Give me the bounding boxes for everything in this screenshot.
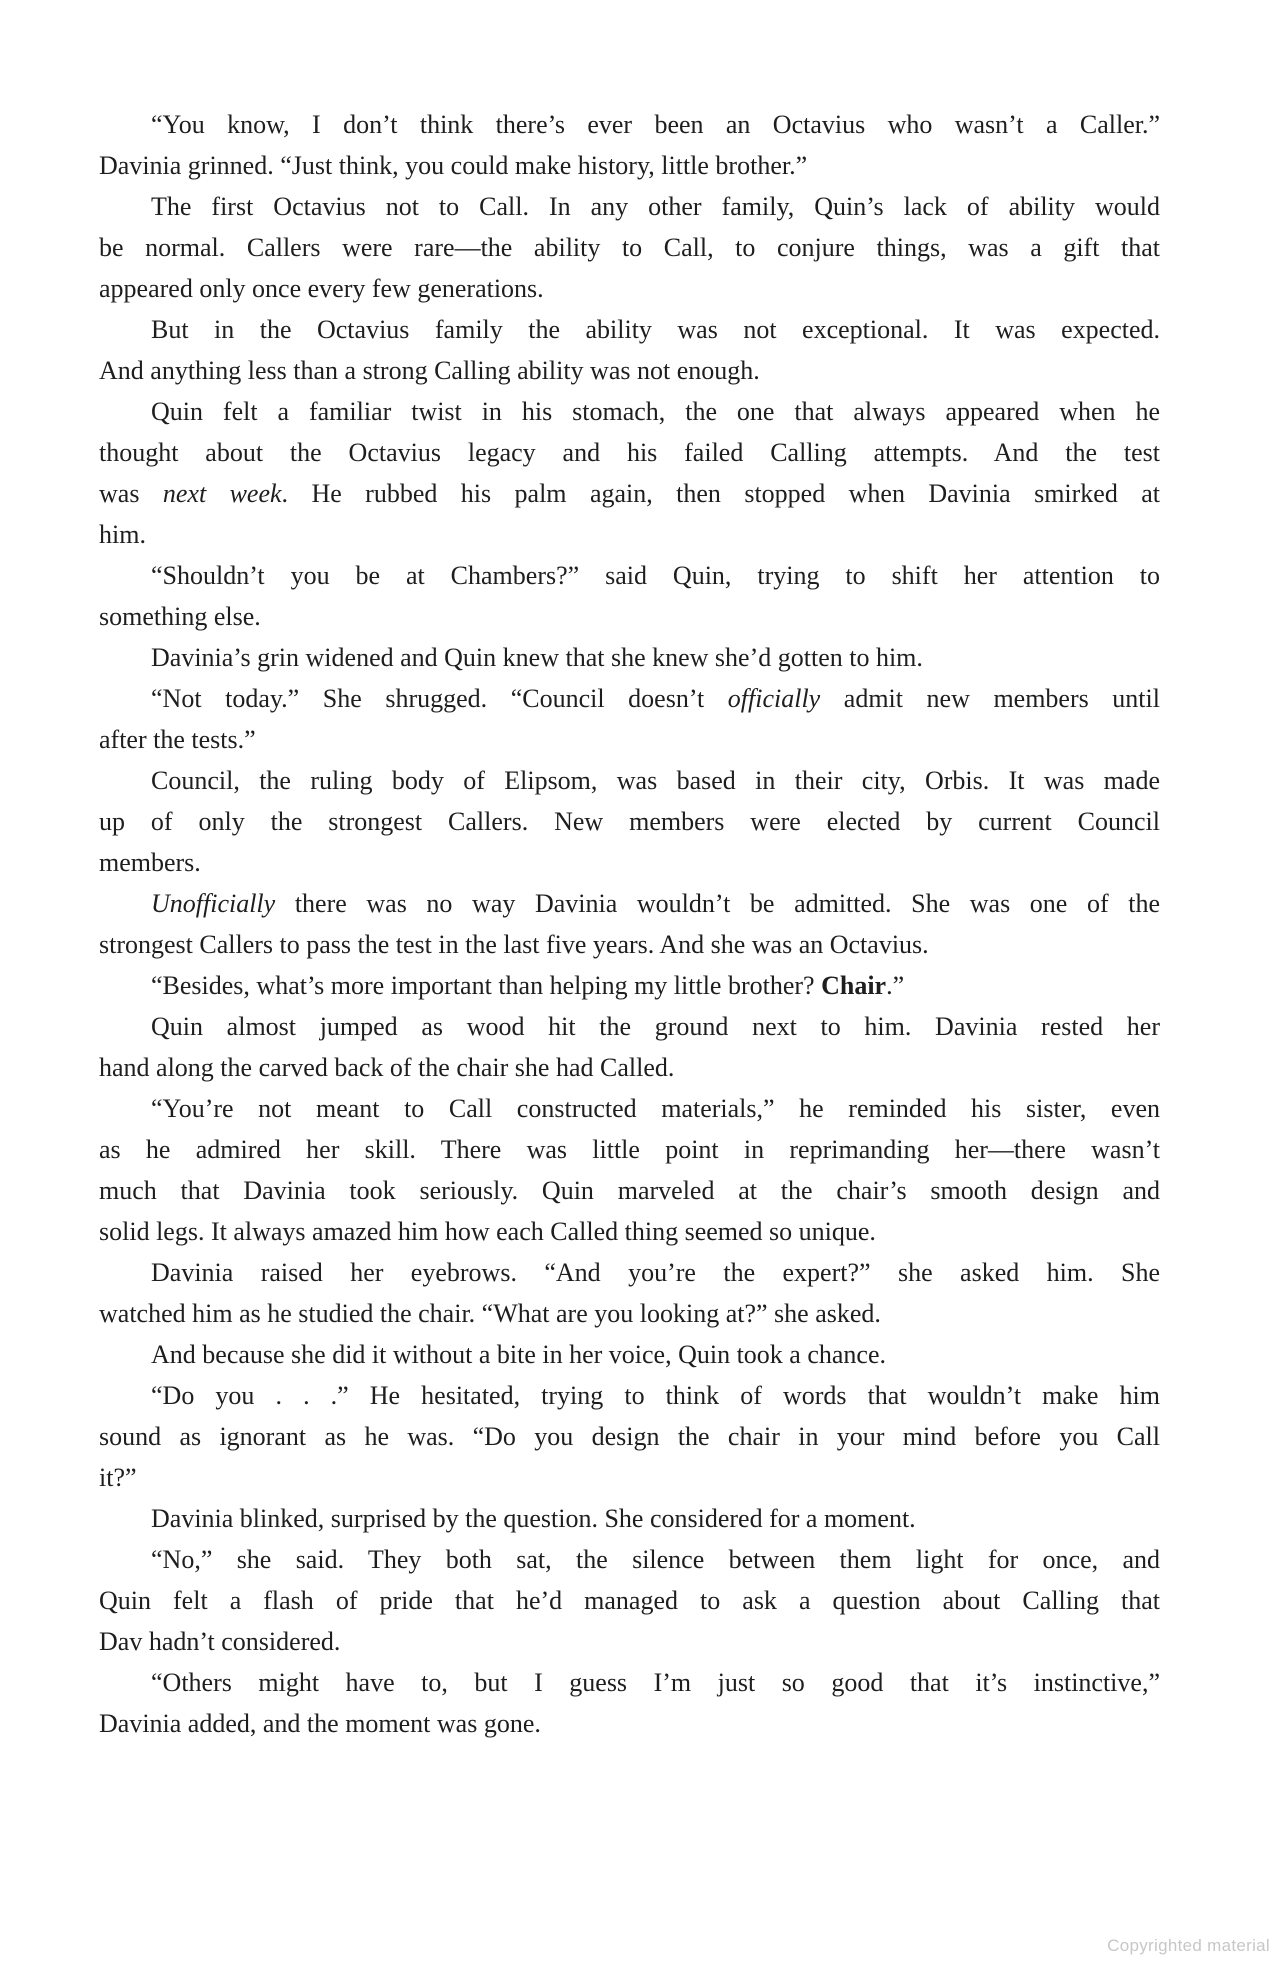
text-line (99, 1334, 1160, 1375)
text-segment: . He rubbed his palm again, then stopped when Davinia smirked at (281, 479, 1160, 508)
text-segment: “Do you . . .” He hesitated, trying to think of words that wouldn’t make him (151, 1381, 1160, 1410)
text-line (99, 145, 1160, 186)
text-line (99, 1416, 1160, 1457)
text-block (99, 104, 1160, 1744)
text-segment: sound as ignorant as he was. “Do you design the chair in your mind before you Call (99, 1422, 1160, 1451)
text-segment: “Shouldn’t you be at Chambers?” said Quin, trying to shift her attention to (151, 561, 1160, 590)
text-line (99, 473, 1160, 514)
text-line (99, 1539, 1160, 1580)
text-line (99, 1129, 1160, 1170)
text-line (99, 104, 1160, 145)
text-segment: him. (99, 520, 146, 549)
text-line (99, 1252, 1160, 1293)
text-segment: Unofficially (151, 889, 276, 918)
text-line (99, 1088, 1160, 1129)
text-line (99, 637, 1160, 678)
text-line (99, 268, 1160, 309)
text-line (99, 514, 1160, 555)
text-line (99, 1498, 1160, 1539)
text-line (99, 1580, 1160, 1621)
text-line (99, 924, 1160, 965)
text-segment: Davinia added, and the moment was gone. (99, 1709, 541, 1738)
text-segment: after the tests.” (99, 725, 256, 754)
text-segment: And anything less than a strong Calling ability was not enough. (99, 356, 760, 385)
text-line (99, 842, 1160, 883)
text-line (99, 1006, 1160, 1047)
text-line (99, 678, 1160, 719)
text-segment: there was no way Davinia wouldn’t be admitted. She was one of the (275, 889, 1160, 918)
text-segment: as he admired her skill. There was little point in reprimanding her—there wasn’t (99, 1135, 1160, 1164)
text-segment: thought about the Octavius legacy and his failed Calling attempts. And the test (99, 438, 1160, 467)
text-line (99, 1457, 1160, 1498)
text-segment: Davinia’s grin widened and Quin knew that she knew she’d gotten to him. (151, 643, 923, 672)
text-segment: “You’re not meant to Call constructed materials,” he reminded his sister, even (151, 1094, 1160, 1123)
text-segment: was (99, 479, 163, 508)
text-segment: next week (162, 479, 282, 508)
text-segment: Davinia grinned. “Just think, you could make history, little brother.” (99, 151, 808, 180)
text-segment: admit new members until (820, 684, 1160, 713)
text-line (99, 1211, 1160, 1252)
text-segment: much that Davinia took seriously. Quin marveled at the chair’s smooth design and (99, 1176, 1160, 1205)
text-segment: And because she did it without a bite in her voice, Quin took a chance. (151, 1340, 887, 1369)
text-line (99, 186, 1160, 227)
text-segment: something else. (99, 602, 261, 631)
text-line (99, 596, 1160, 637)
text-line (99, 1170, 1160, 1211)
text-segment: “Others might have to, but I guess I’m just so good that it’s instinctive,” (151, 1668, 1160, 1697)
text-segment: “Besides, what’s more important than helping my little brother? (151, 971, 822, 1000)
text-segment: be normal. Callers were rare—the ability to Call, to conjure things, was a gift that (99, 233, 1160, 262)
text-line (99, 227, 1160, 268)
text-segment: strongest Callers to pass the test in the last five years. And she was an Octavius. (99, 930, 929, 959)
text-line (99, 309, 1160, 350)
text-segment: officially (727, 684, 821, 713)
text-line (99, 1703, 1160, 1744)
text-line (99, 1662, 1160, 1703)
text-segment: But in the Octavius family the ability was not exceptional. It was expected. (151, 315, 1160, 344)
text-segment: Davinia raised her eyebrows. “And you’re the expert?” she asked him. She (151, 1258, 1160, 1287)
text-line (99, 883, 1160, 924)
text-segment: “Not today.” She shrugged. “Council doesn’t (151, 684, 728, 713)
text-segment: Council, the ruling body of Elipsom, was based in their city, Orbis. It was made (151, 766, 1160, 795)
text-segment: hand along the carved back of the chair she had Called. (99, 1053, 675, 1082)
text-line (99, 965, 1160, 1006)
text-line (99, 1047, 1160, 1088)
text-segment: “You know, I don’t think there’s ever been an Octavius who wasn’t a Caller.” (151, 110, 1160, 139)
text-segment: watched him as he studied the chair. “What are you looking at?” she asked. (99, 1299, 881, 1328)
text-line (99, 1375, 1160, 1416)
text-segment: Quin felt a familiar twist in his stomach, the one that always appeared when he (151, 397, 1160, 426)
text-segment: Davinia blinked, surprised by the question. She considered for a moment. (151, 1504, 916, 1533)
text-segment: .” (886, 971, 905, 1000)
copyright-watermark: Copyrighted material (1107, 1936, 1270, 1955)
text-segment: Quin felt a flash of pride that he’d managed to ask a question about Calling that (99, 1586, 1160, 1615)
text-segment: The first Octavius not to Call. In any other family, Quin’s lack of ability would (151, 192, 1160, 221)
text-line (99, 801, 1160, 842)
text-segment: “No,” she said. They both sat, the silence between them light for once, and (151, 1545, 1160, 1574)
text-line (99, 719, 1160, 760)
text-segment: it?” (99, 1463, 137, 1492)
text-segment: appeared only once every few generations. (99, 274, 544, 303)
text-line (99, 1293, 1160, 1334)
text-line (99, 760, 1160, 801)
text-segment: up of only the strongest Callers. New members were elected by current Council (99, 807, 1160, 836)
text-line (99, 432, 1160, 473)
text-segment: Quin almost jumped as wood hit the ground next to him. Davinia rested her (151, 1012, 1160, 1041)
text-line (99, 391, 1160, 432)
text-segment: members. (99, 848, 201, 877)
text-segment: solid legs. It always amazed him how each Called thing seemed so unique. (99, 1217, 876, 1246)
text-line (99, 555, 1160, 596)
text-line (99, 350, 1160, 391)
text-segment: Chair (821, 971, 887, 1000)
text-line (99, 1621, 1160, 1662)
text-segment: Dav hadn’t considered. (99, 1627, 341, 1656)
